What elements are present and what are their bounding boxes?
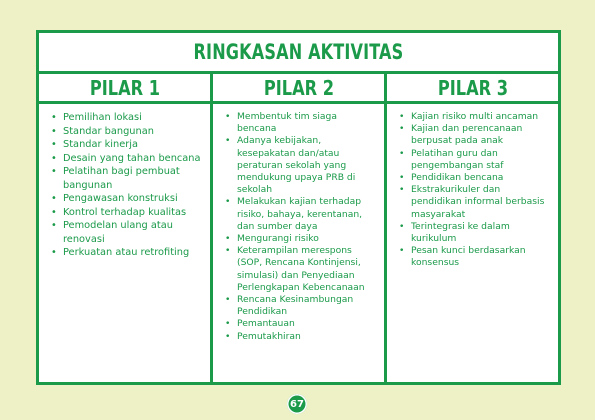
list-item: • Pengawasan konstruksi — [51, 192, 202, 206]
pillar-columns — [39, 74, 558, 382]
pillar-2-list — [225, 111, 376, 343]
list-item: • Pemilihan lokasi — [51, 111, 202, 125]
list-item: • Standar kinerja — [51, 138, 202, 152]
pillar-1-body — [39, 104, 210, 260]
list-item: • Kontrol terhadap kualitas — [51, 206, 202, 220]
list-item: • Pelatihan guru dan pengembangan staf — [399, 148, 550, 172]
list-item: • Pemantauan — [225, 318, 376, 330]
list-item: • Perkuatan atau retrofiting — [51, 246, 202, 260]
title-bar — [39, 33, 558, 74]
list-item: • Desain yang tahan bencana — [51, 152, 202, 166]
pillar-1-header — [39, 74, 210, 104]
list-item: • Rencana Kesinambungan Pendidikan — [225, 294, 376, 318]
list-item: • Melakukan kajian terhadap risiko, bahaya, kerentanan, dan sumber daya — [225, 196, 376, 233]
list-item: • Pemutakhiran — [225, 331, 376, 343]
list-item: • Adanya kebijakan, kesepakatan dan/atau peraturan sekolah yang mendukung upaya PRB di sekolah — [225, 135, 376, 196]
pillar-2-body — [213, 104, 384, 343]
list-item: • Membentuk tim siaga bencana — [225, 111, 376, 135]
list-item: • Pendidikan bencana — [399, 172, 550, 184]
pillar-2-header — [213, 74, 384, 104]
list-item: • Terintegrasi ke dalam kurikulum — [399, 221, 550, 245]
list-item: • Mengurangi risiko — [225, 233, 376, 245]
pillar-2-column — [213, 74, 387, 382]
pillar-3-body — [387, 104, 558, 270]
list-item: • Ekstrakurikuler dan pendidikan informal berbasis masyarakat — [399, 184, 550, 221]
pillar-3-header — [387, 74, 558, 104]
list-item: • Pelatihan bagi pembuat bangunan — [51, 165, 202, 192]
list-item: • Pemodelan ulang atau renovasi — [51, 219, 202, 246]
pillar-3-title: PILAR 3 — [437, 75, 508, 100]
pillar-3-list — [399, 111, 550, 270]
list-item: • Standar bangunan — [51, 125, 202, 139]
pillar-2-title: PILAR 2 — [263, 75, 334, 100]
page-title: RINGKASAN AKTIVITAS — [193, 40, 404, 64]
page-number-badge: 67 — [287, 394, 307, 414]
pillar-3-column — [387, 74, 558, 382]
pillar-1-list — [51, 111, 202, 260]
pillar-1-title: PILAR 1 — [89, 75, 160, 100]
pillar-1-column — [39, 74, 213, 382]
summary-table — [36, 30, 561, 385]
list-item: • Pesan kunci berdasarkan konsensus — [399, 245, 550, 269]
list-item: • Kajian risiko multi ancaman — [399, 111, 550, 123]
list-item: • Keterampilan merespons (SOP, Rencana Kontinjensi, simulasi) dan Penyediaan Perlengkapan Kebencanaan — [225, 245, 376, 294]
list-item: • Kajian dan perencanaan berpusat pada anak — [399, 123, 550, 147]
